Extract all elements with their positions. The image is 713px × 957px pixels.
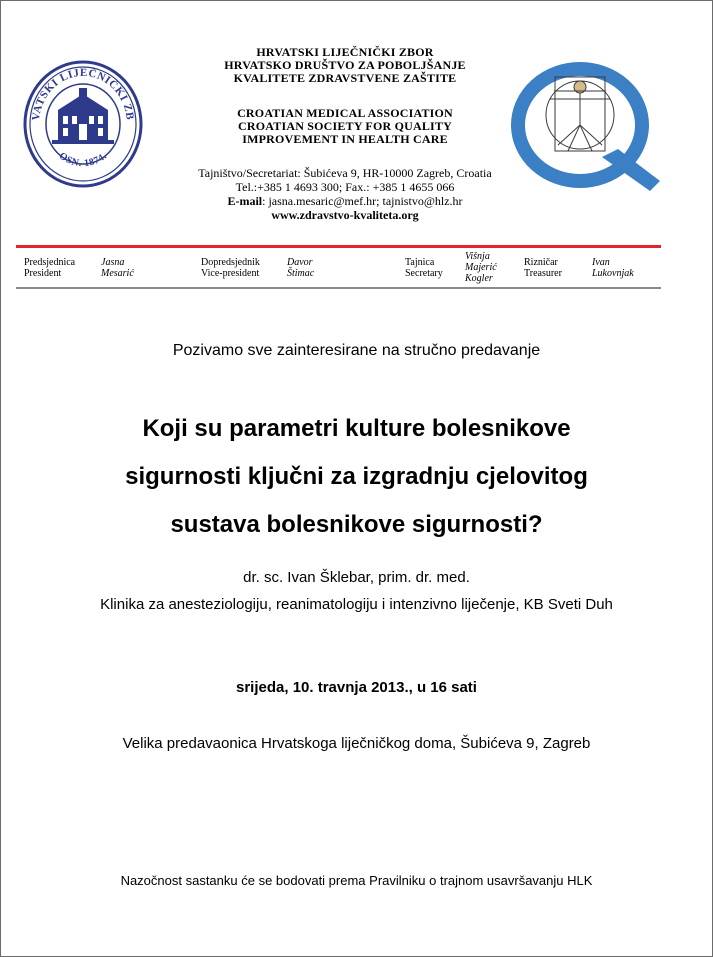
header-en-line-3: IMPROVEMENT IN HEALTH CARE bbox=[242, 132, 448, 146]
email[interactable]: : jasna.mesaric@mef.hr; tajnistvo@hlz.hr bbox=[262, 194, 463, 208]
event-date: srijeda, 10. travnja 2013., u 16 sati bbox=[236, 679, 477, 696]
phone-fax: Tel.:+385 1 4693 300; Fax.: +385 1 4655 066 bbox=[235, 180, 455, 194]
officer-name-first: Višnja bbox=[465, 251, 490, 262]
quality-q-logo bbox=[510, 57, 665, 197]
lecture-title bbox=[0, 405, 713, 549]
header-en-name bbox=[160, 107, 530, 146]
invitation-text: Pozivamo sve zainteresirane na stručno predavanje bbox=[172, 342, 541, 359]
officer-role-hr: Rizničar bbox=[524, 257, 558, 268]
contact-block bbox=[160, 166, 530, 222]
officer-name-last: Štimac bbox=[287, 268, 315, 279]
header-en-line-2: CROATIAN SOCIETY FOR QUALITY bbox=[238, 119, 452, 133]
officer-treasurer bbox=[524, 257, 562, 279]
header-en-line-1: CROATIAN MEDICAL ASSOCIATION bbox=[237, 106, 453, 120]
officer-name-last: Mesarić bbox=[101, 268, 134, 279]
email-line bbox=[160, 194, 530, 208]
address: Tajništvo/Secretariat: Šubićeva 9, HR-10000 Zagreb, Croatia bbox=[198, 166, 492, 180]
header-hr-line-3: KVALITETE ZDRAVSTVENE ZAŠTITE bbox=[233, 71, 457, 85]
title-line-1: Koji su parametri kulture bolesnikove bbox=[142, 415, 571, 442]
vitruvian-man-icon bbox=[546, 77, 614, 151]
officer-name-last: Lukovnjak bbox=[592, 268, 634, 279]
officer-role-en: Vice-president bbox=[201, 268, 260, 279]
officer-name-middle: Majerić bbox=[465, 262, 497, 273]
email-label: E-mail bbox=[227, 194, 263, 208]
officer-president bbox=[24, 257, 75, 279]
hlz-seal-logo bbox=[22, 60, 144, 188]
speaker-affiliation: Klinika za anesteziologiju, reanimatologiju i intenzivno liječenje, KB Sveti Duh bbox=[100, 596, 613, 613]
title-line-3: sustava bolesnikove sigurnosti? bbox=[170, 511, 543, 538]
officer-vice-president-name bbox=[287, 257, 314, 279]
red-divider bbox=[16, 245, 661, 248]
officer-secretary-name bbox=[465, 251, 497, 284]
title-line-2: sigurnosti ključni za izgradnju cjelovitog bbox=[125, 463, 588, 490]
gray-divider bbox=[16, 287, 661, 289]
event-venue: Velika predavaonica Hrvatskoga liječničkog doma, Šubićeva 9, Zagreb bbox=[122, 735, 591, 752]
officer-president-name bbox=[101, 257, 134, 279]
seal-ring-text: VATSKI LIJEČNIČKI ZB bbox=[30, 66, 136, 122]
svg-text:OSN. 1874. bbox=[57, 151, 109, 170]
officer-role-en: Secretary bbox=[405, 268, 443, 279]
officer-name-last: Kogler bbox=[465, 273, 493, 284]
speaker-name: dr. sc. Ivan Šklebar, prim. dr. med. bbox=[243, 569, 470, 586]
officer-role-hr: Tajnica bbox=[405, 257, 435, 268]
header-hr-name bbox=[160, 46, 530, 85]
website-link[interactable]: www.zdravstvo-kvaliteta.org bbox=[271, 208, 419, 222]
officer-role-en: Treasurer bbox=[524, 268, 562, 279]
seal-year-text: OSN. 1874. bbox=[56, 150, 110, 170]
officer-secretary bbox=[405, 257, 443, 279]
officer-role-hr: Dopredsjednik bbox=[201, 257, 260, 268]
header-hr-line-1: HRVATSKI LIJEČNIČKI ZBOR bbox=[256, 45, 434, 59]
officer-role-en: President bbox=[24, 268, 62, 279]
header-hr-line-2: HRVATSKO DRUŠTVO ZA POBOLJŠANJE bbox=[224, 58, 466, 72]
officer-name-first: Jasna bbox=[101, 257, 125, 268]
officer-treasurer-name bbox=[592, 257, 634, 279]
accreditation-note: Nazočnost sastanku će se bodovati prema Pravilniku o trajnom usavršavanju HLK bbox=[120, 873, 593, 888]
officer-vice-president bbox=[201, 257, 260, 279]
officer-name-first: Ivan bbox=[592, 257, 610, 268]
officer-role-hr: Predsjednica bbox=[24, 257, 76, 268]
officer-name-first: Davor bbox=[287, 257, 313, 268]
